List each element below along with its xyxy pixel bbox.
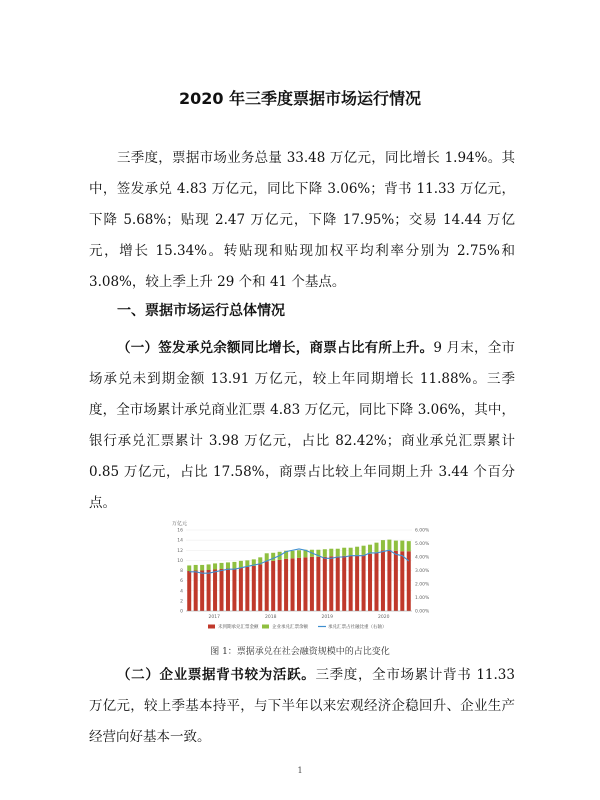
bar-red xyxy=(374,552,378,611)
bar-green xyxy=(207,564,211,570)
bar-red xyxy=(194,571,198,612)
section-heading: 一、票据市场运行总体情况 xyxy=(117,303,285,319)
y2-tick-label: 1.00% xyxy=(415,596,430,602)
bar-green xyxy=(342,548,346,556)
bar-red xyxy=(187,571,191,611)
bar-green xyxy=(232,562,236,569)
bar-green xyxy=(374,543,378,553)
bar-green xyxy=(336,549,340,557)
legend-label: 未到期承兑汇票金额 xyxy=(218,625,259,630)
y2-tick-label: 3.00% xyxy=(415,569,430,575)
x-tick-label: 2018 xyxy=(265,615,277,620)
bar-red xyxy=(239,567,243,611)
subsection-1-body: 9 月末，全市场承兑未到期金额 13.91 万亿元，较上年同期增长 11.88%。三季度，全市场累计承兑商业汇票 4.83 万亿元，同比下降 3.06%，其中，银行承兑汇票累计 3.98 万亿元，占比 82.42%；商业承兑汇票累计 0.85 万亿元，占比 17.58%，商票占比较上年同期上升 3.44 个百分点。 xyxy=(89,340,515,511)
bar-red xyxy=(362,555,366,611)
bar-green xyxy=(394,541,398,551)
subsection-2-paragraph xyxy=(89,660,515,753)
x-tick-label: 2019 xyxy=(321,615,333,620)
y2-tick-label: 5.00% xyxy=(415,542,430,548)
subsection-1-lead: （一）签发承兑余额同比增长，商票占比有所上升。 xyxy=(117,340,434,356)
bar-green xyxy=(187,565,191,571)
bar-green xyxy=(200,565,204,571)
bar-red xyxy=(213,569,217,611)
y-tick-label: 6 xyxy=(180,579,183,585)
bar-red xyxy=(355,555,359,611)
bar-red xyxy=(232,568,236,611)
subsection-1-paragraph xyxy=(89,333,515,519)
intro-paragraph: 三季度，票据市场业务总量 33.48 万亿元，同比增长 1.94%。其中，签发承兑 4.83 万亿元，同比下降 3.06%；背书 11.33 万亿元，下降 5.68%；贴现 2.47 万亿元，下降 17.95%；交易 14.44 万亿元，增长 15.34%。转贴现和贴现加权平均利率分别为 2.75%和 3.08%，较上季上升 29 个和 41 个基点。 xyxy=(89,150,515,290)
bar-red xyxy=(297,558,301,611)
bar-red xyxy=(349,556,353,611)
bar-red xyxy=(258,564,262,611)
y-tick-label: 10 xyxy=(177,558,183,564)
legend-swatch xyxy=(262,625,269,629)
bar-green xyxy=(400,541,404,552)
subsection-2-body: 三季度，全市场累计背书 11.33 万亿元，较上季基本持平，与下半年以来宏观经济企稳回升、企业生产经营向好基本一致。 xyxy=(89,667,515,745)
legend-label: 承兑汇票占社融比重（右轴） xyxy=(328,625,387,630)
bar-green xyxy=(213,563,217,569)
bar-red xyxy=(252,566,256,611)
bar-green xyxy=(329,549,333,557)
y-tick-label: 8 xyxy=(180,569,183,575)
y-tick-label: 0 xyxy=(180,609,183,615)
bar-green xyxy=(349,548,353,556)
bar-red xyxy=(271,561,275,611)
subsection-2-lead: （二）企业票据背书较为活跃。 xyxy=(117,667,316,683)
bar-green xyxy=(362,546,366,555)
bar-green xyxy=(226,562,230,568)
y-tick-label: 16 xyxy=(177,528,183,534)
bar-red xyxy=(381,550,385,611)
bar-green xyxy=(239,561,243,568)
bar-green xyxy=(381,540,385,550)
bar-green xyxy=(355,547,359,556)
page-number: 1 xyxy=(297,766,303,775)
y2-tick-label: 6.00% xyxy=(415,528,430,534)
bar-green xyxy=(291,551,295,559)
document-title: 2020 年三季度票据市场运行情况 xyxy=(178,89,422,108)
y-tick-label: 12 xyxy=(177,548,183,554)
bar-red xyxy=(226,568,230,611)
bar-red xyxy=(207,570,211,611)
bar-red xyxy=(329,556,333,611)
y-tick-label: 14 xyxy=(177,538,183,544)
bar-red xyxy=(316,557,320,611)
bar-red xyxy=(387,550,391,611)
bar-green xyxy=(271,553,275,561)
bar-red xyxy=(200,571,204,612)
bar-red xyxy=(265,561,269,611)
bar-red xyxy=(342,556,346,611)
x-tick-label: 2020 xyxy=(378,615,390,620)
bar-green xyxy=(220,563,224,569)
legend-swatch xyxy=(208,625,215,629)
legend-label: 企业承兑汇票余额 xyxy=(272,625,308,630)
y-tick-label: 2 xyxy=(180,599,183,605)
acceptance-share-chart xyxy=(168,518,432,636)
bar-red xyxy=(394,551,398,611)
figure-caption: 图 1：票据承兑在社会融资规模中的占比变化 xyxy=(210,647,390,657)
bar-green xyxy=(407,541,411,551)
bar-red xyxy=(400,551,404,611)
x-tick-label: 2017 xyxy=(208,615,220,620)
bar-red xyxy=(336,556,340,611)
bar-green xyxy=(297,550,301,558)
bar-green xyxy=(387,540,391,550)
bar-red xyxy=(220,569,224,611)
y-axis-unit: 万亿元 xyxy=(172,521,188,527)
bar-red xyxy=(291,558,295,611)
y2-tick-label: 4.00% xyxy=(415,555,430,561)
y-tick-label: 4 xyxy=(180,589,183,595)
bar-red xyxy=(323,557,327,611)
bar-red xyxy=(368,554,372,611)
bar-red xyxy=(245,567,249,611)
bar-green xyxy=(323,549,327,557)
bar-red xyxy=(278,560,282,611)
y2-tick-label: 2.00% xyxy=(415,582,430,588)
bar-green xyxy=(194,565,198,571)
bar-red xyxy=(284,559,288,611)
bar-red xyxy=(303,557,307,611)
bar-red xyxy=(310,557,314,611)
y2-tick-label: 0.00% xyxy=(415,609,430,615)
